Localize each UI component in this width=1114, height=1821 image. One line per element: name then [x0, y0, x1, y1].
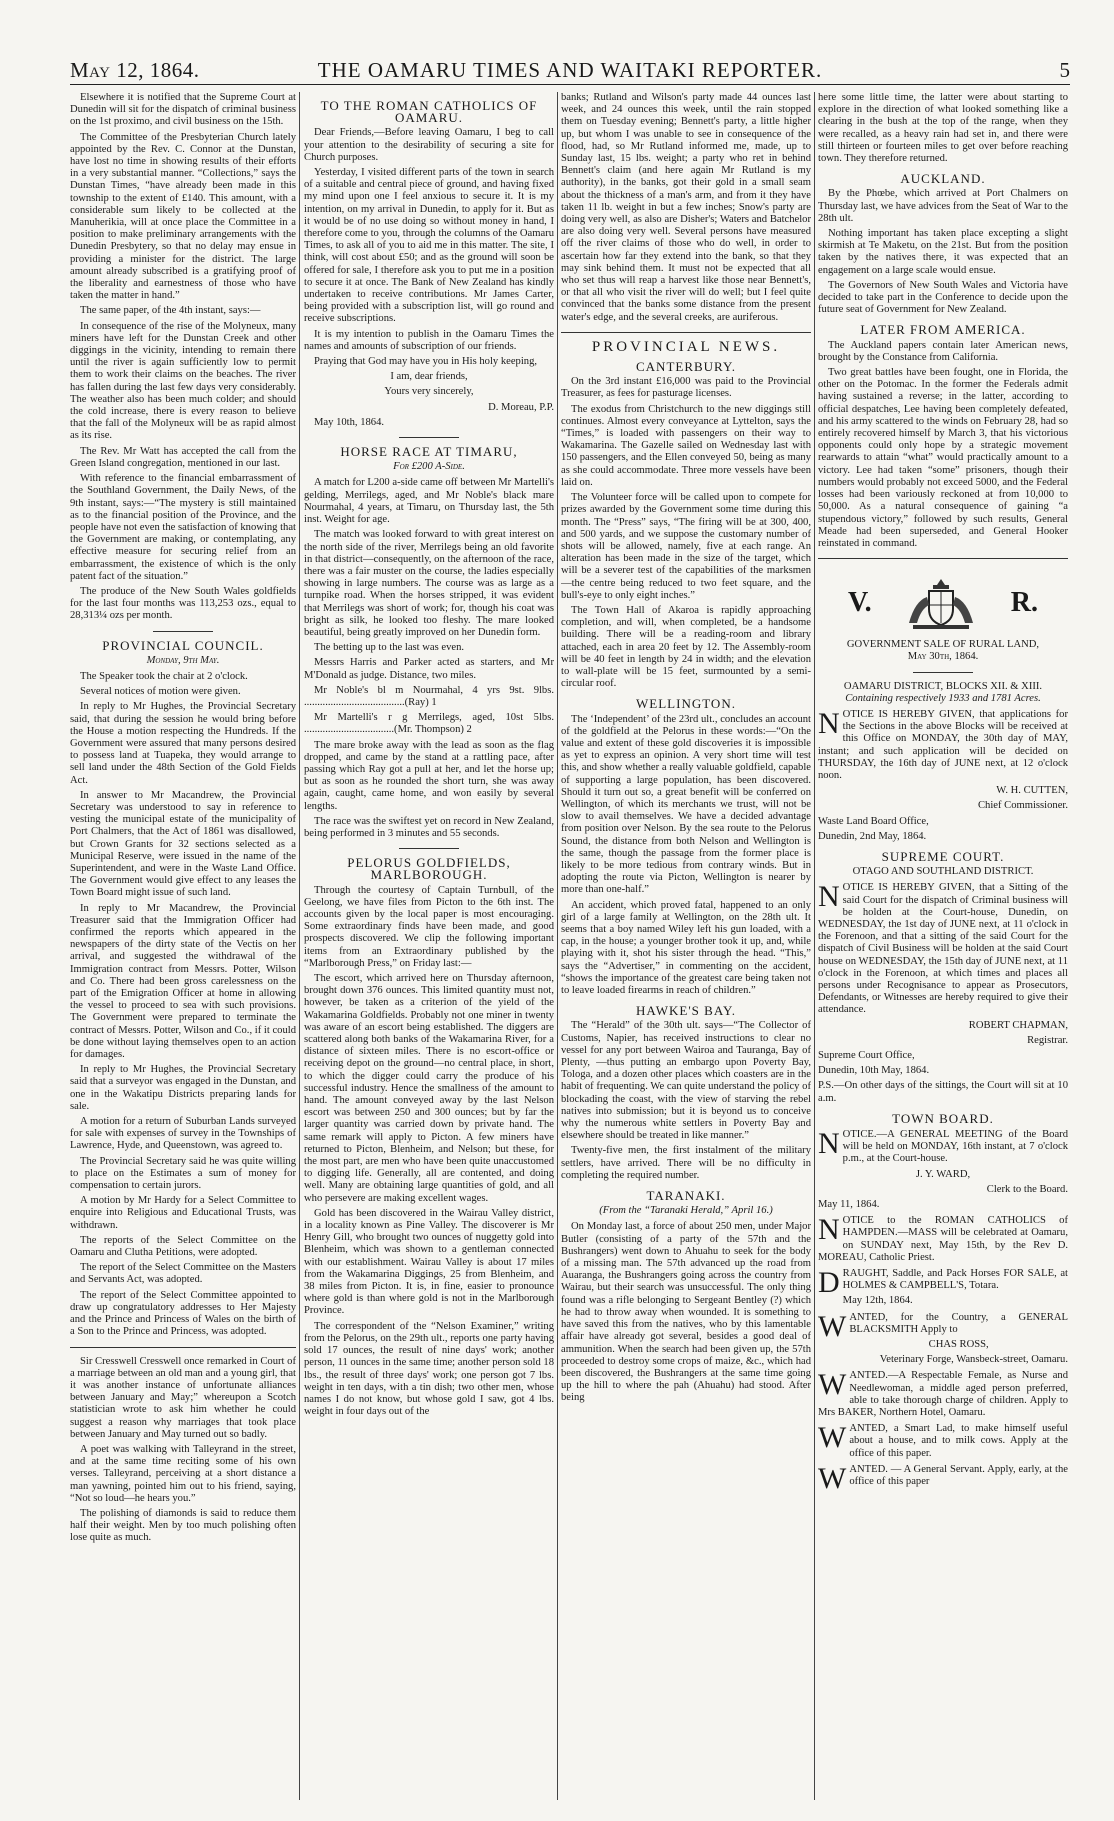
section-subheading: For £200 A-Side.: [393, 461, 465, 473]
paragraph: The exodus from Christchurch to the new diggings still continues. Almost every conveyance at Lyttelton, says the “Times,” is loaded with passengers on their way to Wakamarina. The Gazelle sailed on Wednesday last with 150 passengers, and the Ellen conveyed 50, being as many as she could accommodate. Three more vessels have been laid on.: [561, 403, 811, 488]
paragraph: Nothing important has taken place excepting a slight skirmish at Te Maketu, on the 21st. But from the position taken by the natives there, it was expected that an engagement on a large scale would ensue.: [818, 228, 1068, 276]
paragraph: The report of the Select Committee on the Masters and Servants Act, was adopted.: [70, 1262, 296, 1286]
section-heading: PELORUS GOLDFIELDS, MARLBOROUGH.: [347, 855, 511, 883]
column-rule: [299, 92, 300, 1800]
paragraph: By the Phœbe, which arrived at Port Chalmers on Thursday last, we have advices from the Seat of War to the 28th ult.: [818, 188, 1068, 224]
drop-cap: D: [818, 1266, 840, 1300]
notice-text: OTICE IS HEREBY GIVEN, that applications for the Sections in the above Blocks will be received at this Office on MONDAY, the 30th day of MAY, instant; and such application will be decided on THURSDAY, the 16th day of JUNE next, at 12 o'clock noon.: [818, 708, 1068, 781]
divider: [153, 631, 213, 632]
ad-date: May 12th, 1864.: [842, 1295, 913, 1307]
paragraph: The reports of the Select Committee on the Oamaru and Clutha Petitions, were adopted.: [70, 1234, 296, 1259]
paragraph: In reply to Mr Macandrew, the Provincial Treasurer said that the Immigration Officer had confirmed the reports which appeared in the newspapers of the dirty state of the Vectis on her arrival, and suggested the withdrawal of the Immigration contract from Messrs. Potter, Wilson and Co. There had been gross carelessness on the part of the Emigration Officer at home in allowing the vessel to proceed to sea with such provisions. The Government were prepared to terminate the contract of Messrs. Potter, Wilson and Co., if it could be done without laying themselves open to an action for damages.: [70, 902, 296, 1061]
letter-closing: Yours very sincerely,: [384, 386, 474, 398]
letter-closing: I am, dear friends,: [390, 371, 468, 383]
notice-date: May 11, 1864.: [818, 1199, 880, 1211]
column-1: [70, 92, 296, 1800]
column-3: [561, 92, 811, 1800]
paragraph: Dear Friends,—Before leaving Oamaru, I beg to call your attention to the desirability of securing a site for Church purposes.: [304, 127, 554, 163]
section-heading: PROVINCIAL NEWS.: [591, 338, 781, 355]
drop-cap: N: [818, 1213, 840, 1247]
section-subheading: OTAGO AND SOUTHLAND DISTRICT.: [852, 866, 1034, 878]
paragraph: A match for L200 a-side came off between Mr Martelli's gelding, Merrilegs, aged, and Mr Noble's black mare Nourmahal, 4 years, at Timaru, on Thursday last, the 5th inst. Weight for age.: [304, 477, 554, 526]
section-subheading: WELLINGTON.: [636, 696, 736, 712]
notice-heading: OAMARU DISTRICT, BLOCKS XII. & XIII.: [843, 680, 1043, 692]
town-board-notice: [818, 1129, 1068, 1211]
section-subheading: CANTERBURY.: [636, 359, 736, 375]
section-subheading: AUCKLAND.: [900, 171, 986, 187]
paragraph: Twenty-five men, the first instalment of the military settlers, have arrived. There will be no difficulty in completing the required number.: [561, 1145, 811, 1181]
paragraph: The Provincial Secretary said he was quite willing to place on the Estimates a sum of money for compensation to certain jurors.: [70, 1155, 296, 1192]
notice-postscript: P.S.—On other days of the sittings, the Court will sit at 10 a.m.: [818, 1080, 1068, 1104]
masthead: [70, 50, 1070, 85]
paragraph: The escort, which arrived here on Thursday afternoon, brought down 376 ounces. This limited quantity must not, however, be taken as a criterion of the yield of the Wakamarina Goldfields. Probably not one miner in twenty was aware of an escort being established. The diggers are scattered along both banks of the Wakamarina River, for a distance of sixteen miles. There is no escort-office or receiving depot on the ground—no central place, in short, to which the digger could carry the produce of his successful industry. Hence the smallness of the amount to hand. The amount conveyed away by the last Nelson escort was between 250 and 300 ounces; but by far the larger quantity was carried down by private hand. The same remark will apply to Picton. A few miners have returned to Picton, Blenheim, and Nelson; but these, for the most part, are men who have been quite unaccustomed to digging life. Generally, all are contented, and doing well. Many are obtaining large quantities of gold, and all who persevere are making excellent wages.: [304, 973, 554, 1204]
court-notice: [818, 882, 1068, 1104]
paragraph: The Auckland papers contain later American news, brought by the Constance from California.: [818, 339, 1068, 363]
section-subheading: HAWKE'S BAY.: [636, 1003, 736, 1019]
paragraph: Sir Cresswell Cresswell once remarked in Court of a marriage between an old man and a young girl, that it was another instance of unfortunate alliances between January and May;” whereupon a Scotch statistician wrote to ask him whether he could suggest a reason why marriages that took place between January and May turned out so badly.: [70, 1355, 296, 1440]
section-heading: SUPREME COURT.: [881, 848, 1005, 864]
paragraph: With reference to the financial embarrassment of the Southland Government, the Daily News, of the 9th instant, says:—“The mystery is still maintained as to the financial position of the Province, and the people have not even the satisfaction of knowing that the Government are making, or contemplating, any effective measure for securing relief from an embarrassment, the existence of which is the only patent fact of the situation.”: [70, 473, 296, 582]
nurse-wanted-ad: [818, 1370, 1068, 1419]
paragraph: Two great battles have been fought, one in Florida, the other on the Potomac. In the former the Federals admit having sustained a reverse; in the latter, according to official despatches, Lee having been completely defeated, and his army scattered to the winds on February 28, had so entirely recovered himself by March 3, that his victorious opponents could only hope by a strategic movement rearwards to attain “what” would practically amount to a victory. Lee had taken “some” prisoners, though their numbers would probably not exceed 5000, and the Federal losses had been variously reckoned at from 10,000 to 50,000. As a natural consequence of gaining “a stupendous victory,” followed by such results, General Meade had been superseded, and General Hooker reinstated in command.: [818, 367, 1068, 549]
paragraph: The report of the Select Committee appointed to draw up congratulatory addresses to Her Majesty and the Prince and Princess of Wales on the birth of a Son to the Prince and Princess, was adopted.: [70, 1289, 296, 1338]
divider: [561, 332, 811, 333]
paragraph: In reply to Mr Hughes, the Provincial Secretary said that a surveyor was engaged in the Dunstan, and one in the Wakatipu Districts preparing lands for sale.: [70, 1064, 296, 1112]
paragraph: The correspondent of the “Nelson Examiner,” writing from the Pelorus, on the 29th ult., reports one party having sold 17 ounces, the result of nine days' work; another person, 11 ounces in the same time; another person sold 18 lbs., the result of three days' work; one person got 7 lbs. weight in ten days, with a tin dish; two other men, whose names I do not know, but whose gold I saw, got 4 lbs. weight in four days out of the: [304, 1320, 554, 1418]
drop-cap: W: [818, 1309, 847, 1343]
section-subheading: LATER FROM AMERICA.: [860, 322, 1026, 338]
land-sale-notice: [818, 706, 1068, 843]
drop-cap: N: [818, 880, 840, 914]
ad-text: ANTED, for the Country, a GENERAL BLACKSMITH Apply to: [849, 1311, 1068, 1335]
paragraph: On the 3rd instant £16,000 was paid to the Provincial Treasurer, as fees for pasturage licenses.: [561, 376, 811, 400]
notice-signature: ROBERT CHAPMAN,: [968, 1019, 1068, 1031]
notice-date: May 30th, 1864.: [907, 651, 979, 663]
ad-text: ANTED, a Smart Lad, to make himself useful about a house, and to milk cows. Apply at the office of this paper.: [849, 1423, 1068, 1459]
crest-letter-right: R.: [1010, 587, 1038, 618]
notice-place: Waste Land Board Office,: [818, 815, 929, 827]
notice-signature: W. H. CUTTEN,: [996, 785, 1068, 797]
divider: [913, 672, 973, 673]
paragraph: In answer to Mr Macandrew, the Provincial Secretary was understood to say in reference to vesting the municipal estate of the municipality of Port Chalmers, that the Act of 1861 was disallowed, but Crown Grants for 32 sections selected as a Municipal Reserve, were issued in the name of the Superintendent, and were in the Waste Land Office. The Government would give effect to any leases the Town Board might issue of such land.: [70, 789, 296, 899]
section-subheading: Monday, 9th May.: [146, 654, 220, 666]
paragraph: The race was the swiftest yet on record in New Zealand, being performed in 3 minutes and 55 seconds.: [304, 815, 554, 839]
servant-wanted-ad: [818, 1461, 1068, 1495]
notice-date: Dunedin, 2nd May, 1864.: [818, 830, 927, 842]
paragraph: The Town Hall of Akaroa is rapidly approaching completion, and will, when completed, be a handsome building. There will be a reading-room and library attached, each in area 20 feet by 12. The Assembly-room will be 40 feet in length by 24 in width; and the elevation to wall-plate will be 15 feet, surmounted by a semi-circular roof.: [561, 604, 811, 690]
drop-cap: W: [818, 1421, 847, 1455]
notice-subheading: Containing respectively 1933 and 1781 Acres.: [845, 692, 1041, 704]
paragraph: Through the courtesy of Captain Turnbull, of the Geelong, we have files from Picton to the 6th inst. The accounts given by the local paper is most encouraging. Some extraordinary finds have been made, and good prospects discovered. We clip the following important items from an Extraordinary published by the “Marlborough Press,” on Friday last:—: [304, 884, 554, 969]
paragraph: The mare broke away with the lead as soon as the flag dropped, and came by the stand at a rattling pace, after passing which Ray got a pull at her, and let the horse up; but as soon as he rounded the short turn, she was away again, caught, came home, and won easily by several lengths.: [304, 739, 554, 812]
drop-cap: W: [818, 1368, 847, 1402]
lad-wanted-ad: [818, 1423, 1068, 1460]
section-heading: TO THE ROMAN CATHOLICS OF OAMARU.: [320, 98, 538, 126]
letter-date: May 10th, 1864.: [314, 416, 385, 428]
notice-role: Clerk to the Board.: [986, 1183, 1068, 1195]
column-2: [304, 92, 554, 1800]
mass-notice: [818, 1215, 1068, 1264]
paragraph: The ‘Independent’ of the 23rd ult., concludes an account of the goldfield at the Pelorus in these words:—“On the value and extent of these gold discoveries it is impossible as yet to express an opinion. A very short time will test this, and show whether a really valuable goldfield, capable of supporting a large population, has been discovered. Should it turn out so, a great benefit will be conferred on Wellington, of which its merchants we trust, will not be slow to avail themselves. We have a decided advantage from position over Nelson. By the sea route to the Pelorus Sound, the distance from both Nelson and Wellington is the same, though the passage from the former place is likely to be more tedious from contrary winds. But in adopting the route via Picton, Wellington is nearer by more than one-half.”: [561, 713, 811, 896]
notice-place: Supreme Court Office,: [818, 1050, 915, 1061]
section-heading: TOWN BOARD.: [892, 1110, 994, 1126]
paragraph: A poet was walking with Talleyrand in the street, and at the same time reciting some of his own verses. Talleyrand, perceiving at a short distance a man yawning, pointed him out to his friend, saying, “Not so loud—he hears you.”: [70, 1443, 296, 1504]
section-heading: PROVINCIAL COUNCIL.: [102, 637, 264, 653]
crest-letter-left: V.: [848, 587, 872, 618]
paragraph: Yesterday, I visited different parts of the town in search of a suitable and central piece of ground, and having fixed my mind upon one I feel anxious to secure it. It is my intention, on my arrival in Dunedin, to apply for it. But as it would be of no use doing so without money in hand, I therefore come to you, through the columns of the Oamaru Times, to ask all of you to aid me in this matter. The site, I think, will cost about £50; and as the ground will soon be offered for sale, I therefore ask you to put me in a position to secure it at once. The Bank of New Zealand has kindly undertaken to receive contributions. Mr James Carter, being provided with a subscription list, will go round and receive subscriptions.: [304, 167, 554, 325]
royal-crest: [818, 567, 1068, 639]
paragraph: The betting up to the last was even.: [314, 642, 465, 654]
paragraph: The match was looked forward to with great interest on the north side of the river, Merrilegs being an old favorite in that district—consequently, on the afternoon of the race, there was a fair muster on the course, the ladies especially showing in large numbers. The course was as large as a turnpike road. When the horses stripped, it was evident that Merrilegs was short of work; for, though his coat was bright as silk, he looked too fleshy. The mare looked beautiful, being greatly improved on her Dunedin form.: [304, 529, 554, 638]
paragraph: The produce of the New South Wales goldfields for the last four months was 113,253 ozs., equal to 28,313¼ ozs per month.: [70, 585, 296, 622]
notice-role: Registrar.: [1027, 1034, 1068, 1046]
notice-text: OTICE to the ROMAN CATHOLICS of HAMPDEN.—MASS will be celebrated at Oamaru, on SUNDAY next, May 15th, by the Rev D. MOREAU, Catholic Priest.: [818, 1215, 1068, 1263]
notice-heading: GOVERNMENT SALE OF RURAL LAND,: [846, 639, 1040, 651]
paragraph: An accident, which proved fatal, happened to an only girl of a large family at Wellington, on the 28th ult. It seems that a boy named Wiley left his gun loaded, with a cap, in the house; a younger brother took it up, and, while playing with it, shot his sister through the head. “This,” says the “Advertiser,” in commenting on the accident, “shows the importance of the greatest care being taken not to leave loaded firearms in reach of children.”: [561, 899, 811, 997]
divider: [818, 558, 1068, 559]
column-4: [818, 92, 1068, 1800]
section-subheading: TARANAKI.: [646, 1188, 726, 1204]
ad-text: RAUGHT, Saddle, and Pack Horses FOR SALE, at HOLMES & CAMPBELL'S, Totara.: [842, 1268, 1068, 1292]
column-rule: [814, 92, 815, 1800]
paragraph: The Governors of New South Wales and Victoria have decided to take part in the Conference to decide upon the future seat of Government for New Zealand.: [818, 279, 1068, 316]
notice-text: OTICE.—A GENERAL MEETING of the Board will be held on MONDAY, 16th instant, at 7 o'clock p.m., at the Court-house.: [842, 1129, 1068, 1165]
race-result: Mr Noble's bl m Nourmahal, 4 yrs 9st. 9lbs. ......................................(Ray) 1: [304, 684, 554, 708]
paragraph: In consequence of the rise of the Molyneux, many miners have left for the Dunstan Creek and other diggings in the vicinity, intending to remain there until the river is again sufficiently low to permit them to work their claims on the beaches. The river has fallen during the last few days very considerably. The weather also has been much colder; and should the cold increase, there is every reason to believe that the fall of the Molyneux will be as rapid almost as its rise.: [70, 320, 296, 442]
divider: [70, 1347, 296, 1348]
ad-signature: CHAS ROSS,: [928, 1339, 989, 1351]
paragraph: banks; Rutland and Wilson's party made 44 ounces last week, and 24 ounces this week, until the rain stopped them on Tuesday evening; Bennett's party, a little higher up, but whom I was unable to see in consequence of the flood, had, so Mr Rutland informed me, made, up to Sunday last, 15 lbs. weight; a party who ret in behind Bennett's claim (and here again Mr Rutland is my authority), in the banks, got their gold in a small seam about the thickness of a man's arm, and from it they have taken 11 lb. weight in but a few inches; Snow's party are doing very well, as also are Disher's; Waters and Batchelor are also doing very well. Several persons have measured off the river claims of those who do well, in order to ascertain how far they extend into the bank, so that they may sink behind them. It must not be expected that all who set thus will reap a harvest like those near Bennett's, or that all who visit the river will do well; but I feel quite convinced that the banks some distance from the present water's edge, and the several creeks, are auriferous.: [561, 92, 811, 323]
paragraph: A motion by Mr Hardy for a Select Committee to enquire into Religious and Educational Trusts, was withdrawn.: [70, 1195, 296, 1231]
divider: [399, 848, 459, 849]
notice-text: OTICE IS HEREBY GIVEN, that a Sitting of the said Court for the dispatch of Criminal business will be holden at the Court-house, Dunedin, on WEDNESDAY, the 1st day of JUNE next, at 11 o'clock in the Forenoon, and that a sitting of the said Court for the dispatch of Civil Business will be holden at the said Court house on WEDNESDAY, the 15th day of JUNE next, at 11 o'clock in the Forenoon, at which times and places all persons under Recognisance to appear as Prosecutors, Defendants, or Witnesses are hereby required to give their attendance.: [818, 882, 1068, 1016]
paragraph: In reply to Mr Hughes, the Provincial Secretary said, that during the session he would bring before the House a motion respecting the Hundreds. If the Government were assured that many persons desired to possess land at Tuapeka, they would arrange to sell land under the 48th Section of the Gold Fields Act.: [70, 701, 296, 786]
drop-cap: N: [818, 706, 840, 740]
paragraph: A motion for a return of Suburban Lands surveyed for sale with expenses of survey in the Townships of Lawrence, Hyde, and Queenstown, was agreed to.: [70, 1116, 296, 1152]
paragraph: Gold has been discovered in the Wairau Valley district, in a locality known as Pine Valley. The discoverer is Mr Henry Gill, who brought two ounces of nuggetty gold into Blenheim, which was shown to a gentleman connected with our establishment. Wairau Valley is about 17 miles from the Wakamarina Diggings, 25 from Blenheim, and 38 miles from Picton. It is, in fine, easier to pronounce where gold is than where gold is not in the Marlborough Province.: [304, 1207, 554, 1317]
paragraph: Messrs Harris and Parker acted as starters, and Mr M'Donald as judge. Distance, two miles.: [304, 657, 554, 681]
issue-date: May 12, 1864.: [70, 58, 200, 82]
drop-cap: N: [818, 1127, 840, 1161]
paragraph: It is my intention to publish in the Oamaru Times the names and amounts of subscription of our friends.: [304, 328, 554, 352]
paragraph: The Volunteer force will be called upon to compete for prizes awarded by the Government some time during this month. The “Press” says, “The firing will be at 300, 400, and 500 yards, and we suppose the customary number of shots will be allowed, namely, five at each range. An alteration has been made in the size of the target, which will be a severer test of the capabilities of the marksmen —the centre being reduced to two feet square, and the bull's-eye to only eight inches.”: [561, 492, 811, 601]
source-note: (From the “Taranaki Herald,” April 16.): [599, 1205, 773, 1217]
ad-text: ANTED.—A Respectable Female, as Nurse and Needlewoman, a middle aged person preferred, able to take thorough charge of children. Apply to Mrs BAKER, Northern Hotel, Oamaru.: [818, 1370, 1068, 1419]
letter-signature: D. Moreau, P.P.: [488, 401, 554, 413]
paragraph: Praying that God may have you in His holy keeping,: [314, 356, 538, 368]
notice-signature: J. Y. WARD,: [915, 1168, 971, 1180]
drop-cap: W: [818, 1461, 847, 1495]
notice-role: Chief Commissioner.: [977, 800, 1068, 812]
paragraph: The “Herald” of the 30th ult. says—“The Collector of Customs, Napier, has received instructions to clear no vessel for any port between Wairoa and Tauranga, Bay of Plenty, —thus putting an embargo upon Poverty Bay, Tologa, and a dozen other places which coasters are in the habit of frequenting. We can quite understand the policy of blockading the coast, with the view of starving the rebel natives into submission; but it is beyond us to conceive why the numerous white settlers in Poverty Bay and elsewhere should be treated in like manner.”: [561, 1020, 811, 1142]
paragraph: The same paper, of the 4th instant, says:—: [80, 305, 261, 317]
ad-text: ANTED. — A General Servant. Apply, early, at the office of this paper: [849, 1463, 1068, 1488]
paragraph: here some little time, the latter were about starting to explore in the direction of what looked something like a clearing in the bush at the top of the range, when they were recalled, as a heavy rain had set in, and there were still thirteen or fourteen miles to get over before reaching town. They therefore returned.: [818, 92, 1068, 165]
horses-for-sale-ad: [818, 1268, 1068, 1308]
paragraph: The Committee of the Presbyterian Church lately appointed by the Rev. C. Connor at the Dunstan, have lost no time in showing results of their efforts in a very substantial manner. “Collections,” says the Dunstan Times, “have already been made in this township to the extent of £140. This amount, with a considerable sum likely to be collected at the Manuherikia, will at once place the Committee in a position to make preliminary arrangements with the Dunedin Presbytery, so that no delay may ensue in providing a minister for the district. The large amount already subscribed is a gratifying proof of the liberality and earnestness of those who have taken the matter in hand.”: [70, 131, 296, 302]
column-rule: [557, 92, 558, 1800]
ad-address: Veterinary Forge, Wansbeck-street, Oamaru.: [879, 1354, 1068, 1366]
page-number: 5: [1059, 58, 1070, 82]
race-result: Mr Martelli's r g Merrilegs, aged, 10st 5lbs. ..................................(Mr. Thompson) 2: [304, 712, 554, 736]
paragraph: The polishing of diamonds is said to reduce them half their weight. Men by too much polishing often lose quite as much.: [70, 1507, 296, 1544]
paragraph: Several notices of motion were given.: [80, 686, 241, 698]
royal-arms-icon: [901, 573, 981, 633]
blacksmith-wanted-ad: [818, 1309, 1068, 1367]
paragraph: The Speaker took the chair at 2 o'clock.: [80, 670, 248, 682]
paragraph: Elsewhere it is notified that the Supreme Court at Dunedin will sit for the dispatch of criminal business on the 1st proximo, and civil business on the 15th.: [70, 92, 296, 128]
newspaper-title: THE OAMARU TIMES AND WAITAKI REPORTER.: [317, 58, 823, 82]
divider: [399, 437, 459, 438]
section-heading: HORSE RACE AT TIMARU,: [340, 444, 518, 460]
paragraph: The Rev. Mr Watt has accepted the call from the Green Island congregation, mentioned in our last.: [70, 445, 296, 469]
notice-date: Dunedin, 10th May, 1864.: [818, 1065, 930, 1077]
paragraph: On Monday last, a force of about 250 men, under Major Butler (consisting of a party of the 57th and the Bushrangers) went down to Ahuahu to seek for the body of a missing man. The 57th advanced up the road from Auaranga, the Bushrangers going across the country from Wairau, but their search was unsuccessful. The only thing found was a rifle belonging to Sergeant Bentley (?) which he had to throw away when wounded. It is something to have saved this from the natives, who by this lamentable affair have already got several, besides a good deal of ammunition. When the search had been given up, the 57th proceeded to destroy some crops of maize, &c., which had been discovered, the Bushrangers at the same time going up the hill to where the pah (Ahuahu) had stood. After being: [561, 1221, 811, 1404]
